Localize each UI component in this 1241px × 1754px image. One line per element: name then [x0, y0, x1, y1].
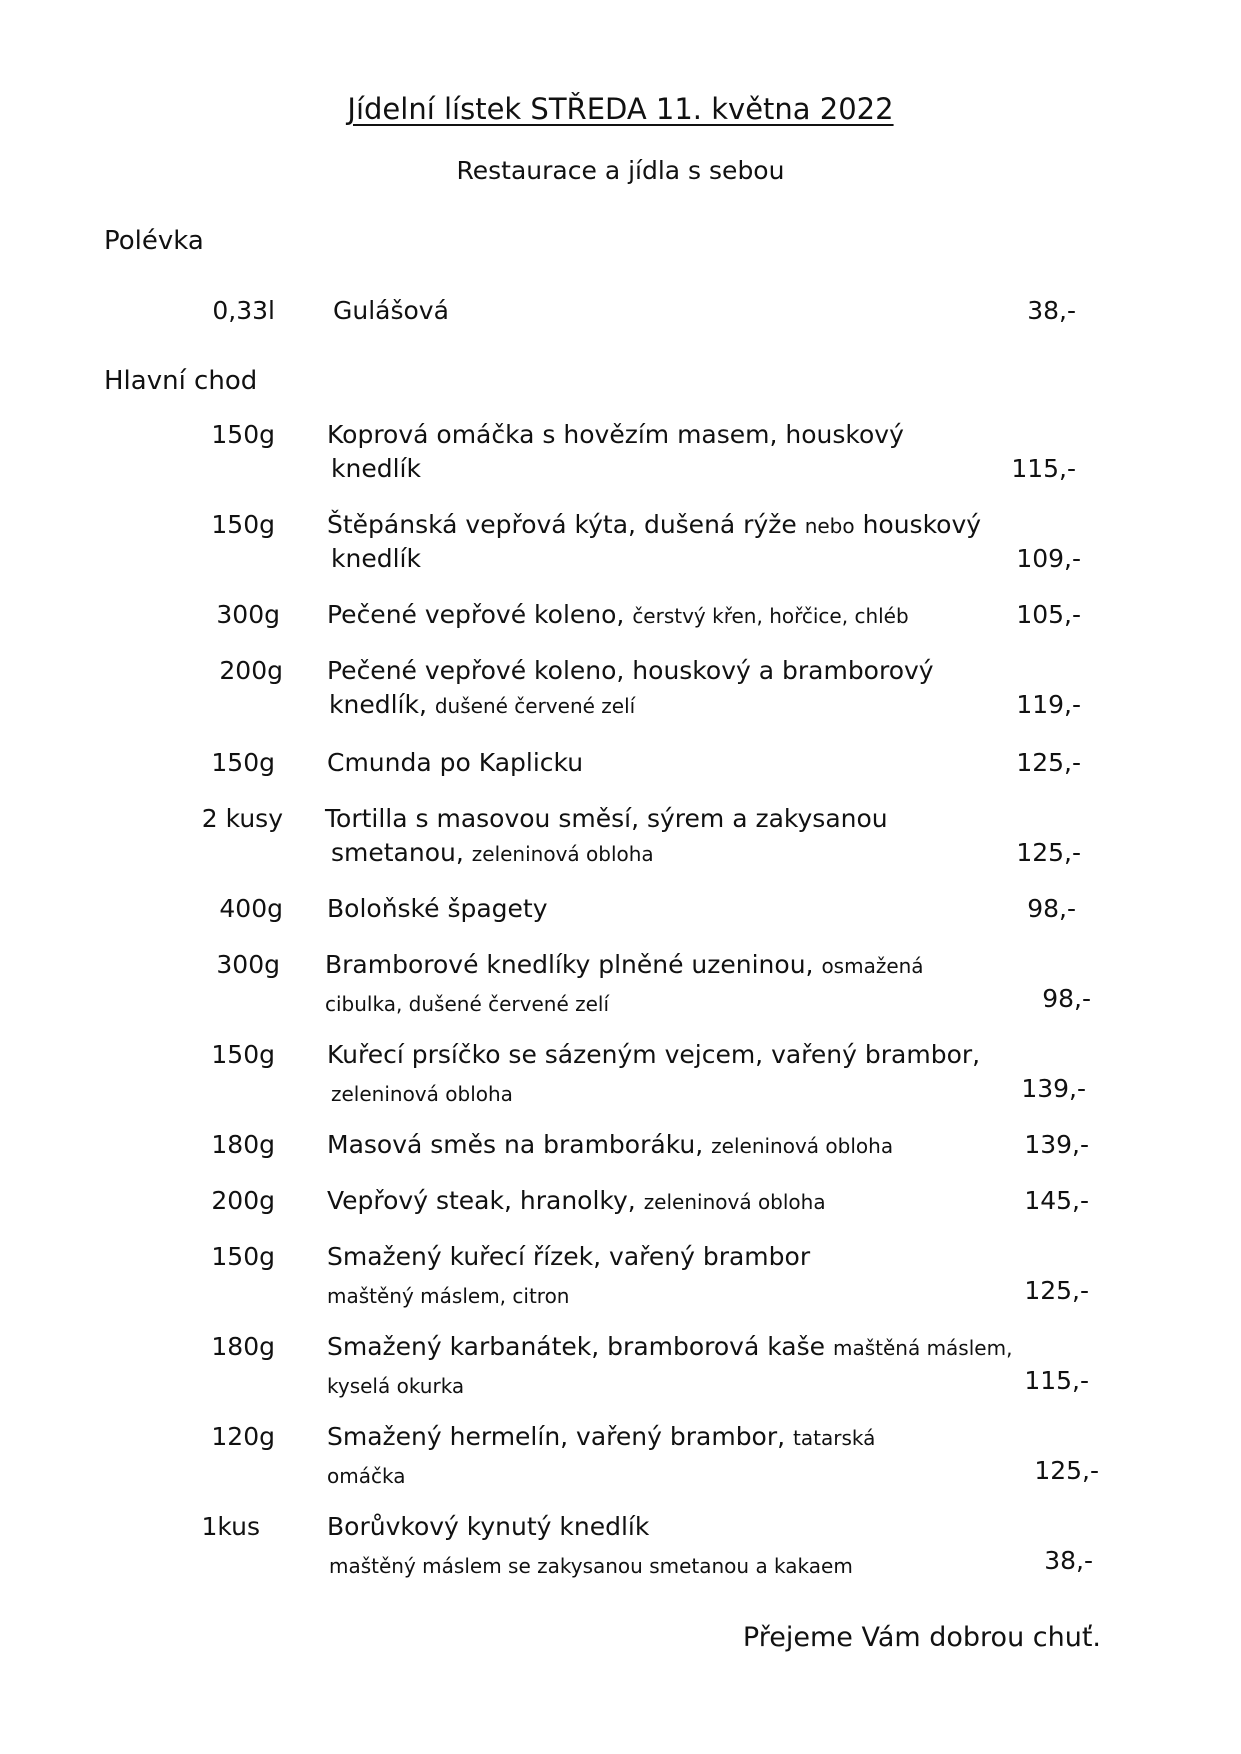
- item-price: 38,-: [1044, 1546, 1093, 1575]
- item-price: 105,-: [1016, 600, 1081, 629]
- item-quantity: 150g: [211, 748, 275, 777]
- item-name: Kuřecí prsíčko se sázeným vejcem, vařený brambor,: [327, 1040, 981, 1069]
- item-quantity: 150g: [211, 510, 275, 539]
- item-quantity: 200g: [211, 1186, 275, 1215]
- item-name-continued: kyselá okurka: [327, 1374, 465, 1398]
- item-quantity: 400g: [219, 894, 283, 923]
- item-price: 139,-: [1021, 1074, 1086, 1103]
- item-quantity: 150g: [211, 420, 275, 449]
- item-quantity: 180g: [211, 1332, 275, 1361]
- item-name: Masová směs na bramboráku, zeleninová obloha: [327, 1130, 894, 1159]
- item-quantity: 150g: [211, 1242, 275, 1271]
- item-name: Vepřový steak, hranolky, zeleninová obloha: [327, 1186, 826, 1215]
- item-name: Bramborové knedlíky plněné uzeninou, osmažená: [325, 950, 924, 979]
- item-name: Cmunda po Kaplicku: [327, 748, 584, 777]
- menu-subtitle: Restaurace a jídla s sebou: [456, 156, 785, 185]
- item-price: 125,-: [1016, 748, 1081, 777]
- item-quantity: 300g: [216, 950, 280, 979]
- item-name-continued: smetanou, zeleninová obloha: [331, 838, 654, 867]
- item-name: Boloňské špagety: [327, 894, 548, 923]
- item-quantity: 150g: [211, 1040, 275, 1069]
- item-quantity: 2 kusy: [201, 804, 283, 833]
- item-price: 109,-: [1016, 544, 1081, 573]
- item-name-continued: maštěný máslem, citron: [327, 1284, 570, 1308]
- item-quantity: 120g: [211, 1422, 275, 1451]
- section-soup: Polévka: [104, 226, 204, 256]
- menu-title: Jídelní lístek STŘEDA 11. května 2022: [347, 92, 894, 126]
- section-main: Hlavní chod: [104, 366, 258, 396]
- item-name: Pečené vepřové koleno, čerstvý křen, hořčice, chléb: [327, 600, 909, 629]
- item-price: 119,-: [1016, 690, 1081, 719]
- item-name: Smažený kuřecí řízek, vařený brambor: [327, 1242, 811, 1271]
- item-name-continued: knedlík, dušené červené zelí: [329, 690, 636, 719]
- closing-greeting: Přejeme Vám dobrou chuť.: [742, 1622, 1101, 1653]
- item-name-continued: omáčka: [327, 1464, 406, 1488]
- item-name: Štěpánská vepřová kýta, dušená rýže nebo houskový: [327, 510, 982, 539]
- item-price: 125,-: [1034, 1456, 1099, 1485]
- item-quantity: 300g: [216, 600, 280, 629]
- item-name-continued: knedlík: [331, 454, 421, 483]
- item-name: Koprová omáčka s hovězím masem, houskový: [327, 420, 904, 449]
- item-price: 125,-: [1016, 838, 1081, 867]
- item-quantity: 0,33l: [212, 296, 275, 325]
- item-price: 115,-: [1024, 1366, 1089, 1395]
- item-name-continued: maštěný máslem se zakysanou smetanou a kakaem: [329, 1554, 853, 1578]
- item-name: Tortilla s masovou směsí, sýrem a zakysanou: [325, 804, 888, 833]
- item-name: Borůvkový kynutý knedlík: [327, 1512, 650, 1541]
- item-quantity: 1kus: [201, 1512, 260, 1541]
- item-price: 139,-: [1024, 1130, 1089, 1159]
- item-price: 115,-: [1011, 454, 1076, 483]
- item-price: 145,-: [1024, 1186, 1089, 1215]
- item-name-continued: knedlík: [331, 544, 421, 573]
- item-quantity: 200g: [219, 656, 283, 685]
- item-name-continued: zeleninová obloha: [331, 1082, 513, 1106]
- item-price: 98,-: [1042, 984, 1091, 1013]
- item-price: 125,-: [1024, 1276, 1089, 1305]
- item-name: Pečené vepřové koleno, houskový a bramborový: [327, 656, 934, 685]
- item-name-continued: cibulka, dušené červené zelí: [325, 992, 610, 1016]
- item-name: Gulášová: [333, 296, 449, 325]
- item-name: Smažený karbanátek, bramborová kaše maštěná máslem,: [327, 1332, 1013, 1361]
- item-price: 98,-: [1027, 894, 1076, 923]
- item-name: Smažený hermelín, vařený brambor, tatarská: [327, 1422, 876, 1451]
- item-quantity: 180g: [211, 1130, 275, 1159]
- item-price: 38,-: [1027, 296, 1076, 325]
